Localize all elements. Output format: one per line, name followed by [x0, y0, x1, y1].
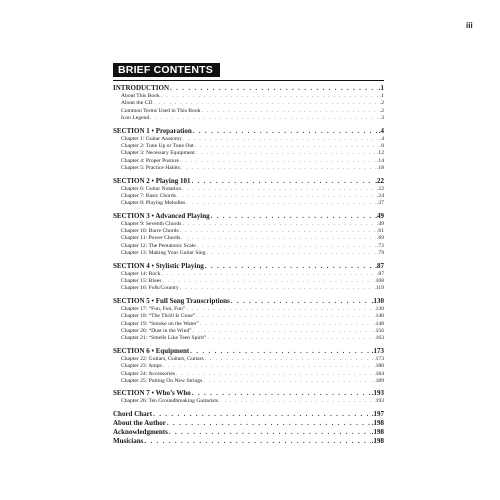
- toc-dot-leader: [186, 306, 373, 313]
- toc-dot-leader: [211, 212, 375, 221]
- toc-dot-leader: [193, 328, 374, 335]
- toc-entry-title: Musicians: [113, 436, 144, 445]
- toc-dot-leader: [180, 228, 376, 235]
- toc-dot-leader: [161, 93, 379, 100]
- toc-section-entry: [113, 389, 384, 398]
- toc-entry-page: .4: [378, 126, 384, 135]
- toc-section-entry: [113, 177, 384, 186]
- toc-entry-page: .193: [371, 389, 384, 398]
- toc-entry-title: SECTION 2 • Playing 101: [113, 176, 191, 185]
- toc-entry-page: .197: [371, 409, 384, 418]
- toc-chapter-entry: [113, 165, 384, 172]
- toc-entry-page: .173: [371, 346, 384, 355]
- toc-entry-page: .49: [375, 211, 384, 220]
- toc-entry-title: Chapter 16: Folk/Country: [121, 285, 179, 292]
- toc-dot-leader: [182, 186, 376, 193]
- toc-section-entry: [113, 212, 384, 221]
- toc-entry-title: Chapter 2: Tune Up or Tune Out: [121, 142, 194, 149]
- toc-chapter-entry: [113, 100, 384, 107]
- toc-entry-page: .1: [379, 93, 384, 99]
- toc-entry-page: .69: [377, 235, 384, 242]
- toc-dot-leader: [205, 356, 374, 363]
- toc-chapter-entry: [113, 108, 384, 115]
- toc-section-entry: [113, 410, 384, 419]
- toc-entry-page: .2: [379, 107, 384, 114]
- toc-dot-leader: [207, 250, 376, 257]
- toc-entry-page: .180: [374, 363, 384, 370]
- toc-dot-leader: [144, 437, 370, 446]
- toc-chapter-entry: [113, 193, 384, 200]
- toc-chapter-entry: [113, 271, 384, 278]
- toc-entry-page: .87: [377, 270, 384, 277]
- toc-dot-leader: [196, 150, 376, 157]
- toc-chapter-entry: [113, 93, 384, 100]
- toc-section-entry: [113, 437, 384, 446]
- toc-entry-page: .198: [371, 427, 384, 436]
- toc-dot-leader: [161, 271, 376, 278]
- toc-dot-leader: [167, 419, 371, 428]
- toc-entry-title: SECTION 7 • Who’s Who: [113, 389, 191, 398]
- toc-dot-leader: [203, 378, 373, 385]
- toc-entry-title: Chapter 10: Barre Chords: [121, 228, 179, 235]
- toc-entry-page: .37: [377, 200, 384, 207]
- toc-dot-leader: [192, 177, 375, 186]
- toc-entry-page: .148: [374, 320, 384, 327]
- toc-entry-page: .130: [371, 296, 384, 305]
- toc-chapter-entry: [113, 250, 384, 257]
- toc-entry-title: Chapter 23: Amps: [121, 363, 162, 370]
- toc-entry-title: Chapter 21: “Smells Like Teen Spirit”: [121, 335, 207, 342]
- toc-section-entry: [113, 84, 384, 93]
- toc-entry-title: Chapter 11: Power Chords: [121, 235, 181, 242]
- toc-dot-leader: [180, 158, 376, 165]
- toc-entry-page: .8: [379, 142, 384, 149]
- toc-entry-title: SECTION 5 • Full Song Transcriptions: [113, 296, 230, 305]
- toc-chapter-entry: [113, 313, 384, 320]
- toc-entry-title: Chapter 24: Accessories: [121, 370, 176, 377]
- toc-dot-leader: [192, 389, 371, 398]
- toc-dot-leader: [231, 297, 371, 306]
- toc-entry-title: SECTION 4 • Stylistic Playing: [113, 261, 204, 270]
- toc-dot-leader: [207, 335, 373, 342]
- toc-entry-page: .2: [379, 100, 384, 107]
- toc-entry-title: Chapter 15: Blues: [121, 278, 162, 285]
- toc-section-entry: [113, 297, 384, 306]
- toc-chapter-entry: [113, 321, 384, 328]
- toc-entry-title: Chapter 12: The Pentatonic Scale: [121, 242, 196, 249]
- toc-entry-page: .18: [377, 165, 384, 172]
- toc-entry-title: INTRODUCTION: [113, 84, 170, 92]
- toc-dot-leader: [200, 321, 373, 328]
- toc-dot-leader: [190, 347, 371, 356]
- toc-chapter-entry: [113, 158, 384, 165]
- toc-chapter-entry: [113, 243, 384, 250]
- toc-entry-title: Chapter 26: Ten Groundbreaking Guitarists: [121, 398, 219, 405]
- toc-dot-leader: [205, 262, 375, 271]
- toc-entry-title: Chapter 8: Playing Melodies: [121, 200, 186, 207]
- toc-entry-title: Chapter 22: Guitars, Guitars, Guitars: [121, 355, 204, 362]
- toc-entry-title: About This Book: [121, 93, 160, 99]
- toc-dot-leader: [150, 115, 379, 122]
- toc-dot-leader: [193, 127, 378, 136]
- toc-entry-page: .108: [374, 278, 384, 285]
- toc-chapter-entry: [113, 356, 384, 363]
- toc-chapter-entry: [113, 278, 384, 285]
- toc-chapter-entry: [113, 115, 384, 122]
- toc-entry-title: SECTION 6 • Equipment: [113, 346, 190, 355]
- toc-chapter-entry: [113, 398, 384, 405]
- toc-chapter-entry: [113, 371, 384, 378]
- toc-section-entry: [113, 262, 384, 271]
- toc-dot-leader: [186, 200, 376, 207]
- toc-entry-page: .189: [374, 377, 384, 384]
- toc-entry-page: .198: [371, 418, 384, 427]
- toc-entry-title: Chord Chart: [113, 409, 153, 418]
- toc-dot-leader: [181, 165, 376, 172]
- toc-dot-leader: [180, 285, 374, 292]
- toc-entry-title: Chapter 17: “Fun, Fun, Fun”: [121, 305, 186, 312]
- toc-dot-leader: [163, 363, 373, 370]
- toc-section-entry: [113, 419, 384, 428]
- toc-chapter-entry: [113, 150, 384, 157]
- toc-dot-leader: [153, 100, 378, 107]
- toc-entry-title: Icon Legend: [121, 115, 150, 122]
- toc-entry-title: About the CD: [121, 100, 153, 107]
- toc-chapter-entry: [113, 228, 384, 235]
- toc-entry-title: Chapter 4: Proper Posture: [121, 157, 179, 164]
- toc-entry-page: .4: [379, 135, 384, 142]
- toc-dot-leader: [169, 428, 371, 437]
- toc-entry-page: .12: [377, 150, 384, 157]
- toc-entry-page: .22: [377, 185, 384, 192]
- toc-section-entry: [113, 347, 384, 356]
- toc-chapter-entry: [113, 200, 384, 207]
- toc-entry-page: .24: [377, 192, 384, 199]
- toc-entry-page: .198: [371, 436, 384, 445]
- toc-section-entry: [113, 127, 384, 136]
- toc-dot-leader: [182, 221, 376, 228]
- toc-entry-title: Chapter 19: “Smoke on the Water”: [121, 320, 199, 327]
- toc-section-entry: [113, 428, 384, 437]
- toc-entry-title: Chapter 7: Basic Chords: [121, 192, 176, 199]
- toc-entry-title: Chapter 5: Practice Habits: [121, 165, 180, 172]
- toc-entry-page: .156: [374, 327, 384, 334]
- toc-dot-leader: [181, 235, 376, 242]
- toc-entry-page: .119: [374, 285, 384, 292]
- toc-dot-leader: [153, 410, 371, 419]
- toc-entry-page: .140: [374, 313, 384, 320]
- toc-chapter-entry: [113, 335, 384, 342]
- toc-entry-title: Chapter 18: “The Thrill Is Gone”: [121, 313, 196, 320]
- toc-dot-leader: [197, 243, 376, 250]
- toc-chapter-entry: [113, 143, 384, 150]
- toc-chapter-entry: [113, 378, 384, 385]
- toc-chapter-entry: [113, 221, 384, 228]
- toc-entry-page: .79: [377, 250, 384, 257]
- toc-entry-title: Chapter 25: Putting On New Strings: [121, 377, 203, 384]
- toc-entry-title: Acknowledgments: [113, 427, 168, 436]
- toc-entry-page: .193: [374, 398, 384, 405]
- toc-entry-page: .22: [375, 176, 384, 185]
- toc-chapter-entry: [113, 136, 384, 143]
- toc-entry-page: .61: [377, 228, 384, 235]
- toc-entry-title: Chapter 6: Guitar Notation: [121, 185, 182, 192]
- toc-entry-page: .14: [377, 157, 384, 164]
- toc-entry-title: Chapter 3: Necessary Equipment: [121, 150, 195, 157]
- toc-dot-leader: [170, 84, 378, 93]
- heading-rule: [113, 80, 384, 81]
- toc-entry-page: .87: [375, 261, 384, 270]
- toc-dot-leader: [219, 398, 373, 405]
- toc-dot-leader: [183, 136, 379, 143]
- toc-chapter-entry: [113, 285, 384, 292]
- toc-entry-title: Common Terms Used in This Book: [121, 107, 201, 114]
- toc-entry-title: Chapter 14: Rock: [121, 270, 161, 277]
- toc-chapter-entry: [113, 186, 384, 193]
- toc-entry-title: Chapter 9: Seventh Chords: [121, 220, 182, 227]
- brief-contents-heading: BRIEF CONTENTS: [113, 63, 220, 77]
- toc-entry-title: SECTION 1 • Preparation: [113, 126, 192, 135]
- toc-dot-leader: [176, 371, 373, 378]
- toc-entry-page: .49: [377, 220, 384, 227]
- toc-entry-title: SECTION 3 • Advanced Playing: [113, 211, 210, 220]
- toc-entry-title: Chapter 20: “Dust in the Wind”: [121, 327, 192, 334]
- toc-dot-leader: [162, 278, 373, 285]
- toc-entry-page: .163: [374, 335, 384, 342]
- toc-dot-leader: [196, 313, 373, 320]
- toc-entry-title: Chapter 13: Making Your Guitar Sing: [121, 250, 206, 257]
- toc-entry-page: .184: [374, 370, 384, 377]
- toc-dot-leader: [201, 108, 378, 115]
- toc-entry-page: .3: [379, 115, 384, 122]
- toc-dot-leader: [177, 193, 376, 200]
- table-of-contents: [113, 84, 384, 446]
- toc-entry-page: .130: [374, 305, 384, 312]
- toc-chapter-entry: [113, 235, 384, 242]
- toc-entry-title: About the Author: [113, 418, 166, 427]
- toc-entry-page: .173: [374, 355, 384, 362]
- page-number: iii: [466, 21, 473, 30]
- toc-entry-page: .72: [377, 242, 384, 249]
- toc-dot-leader: [195, 143, 379, 150]
- toc-entry-title: Chapter 1: Guitar Anatomy: [121, 135, 183, 142]
- toc-chapter-entry: [113, 363, 384, 370]
- toc-entry-page: .1: [378, 84, 384, 92]
